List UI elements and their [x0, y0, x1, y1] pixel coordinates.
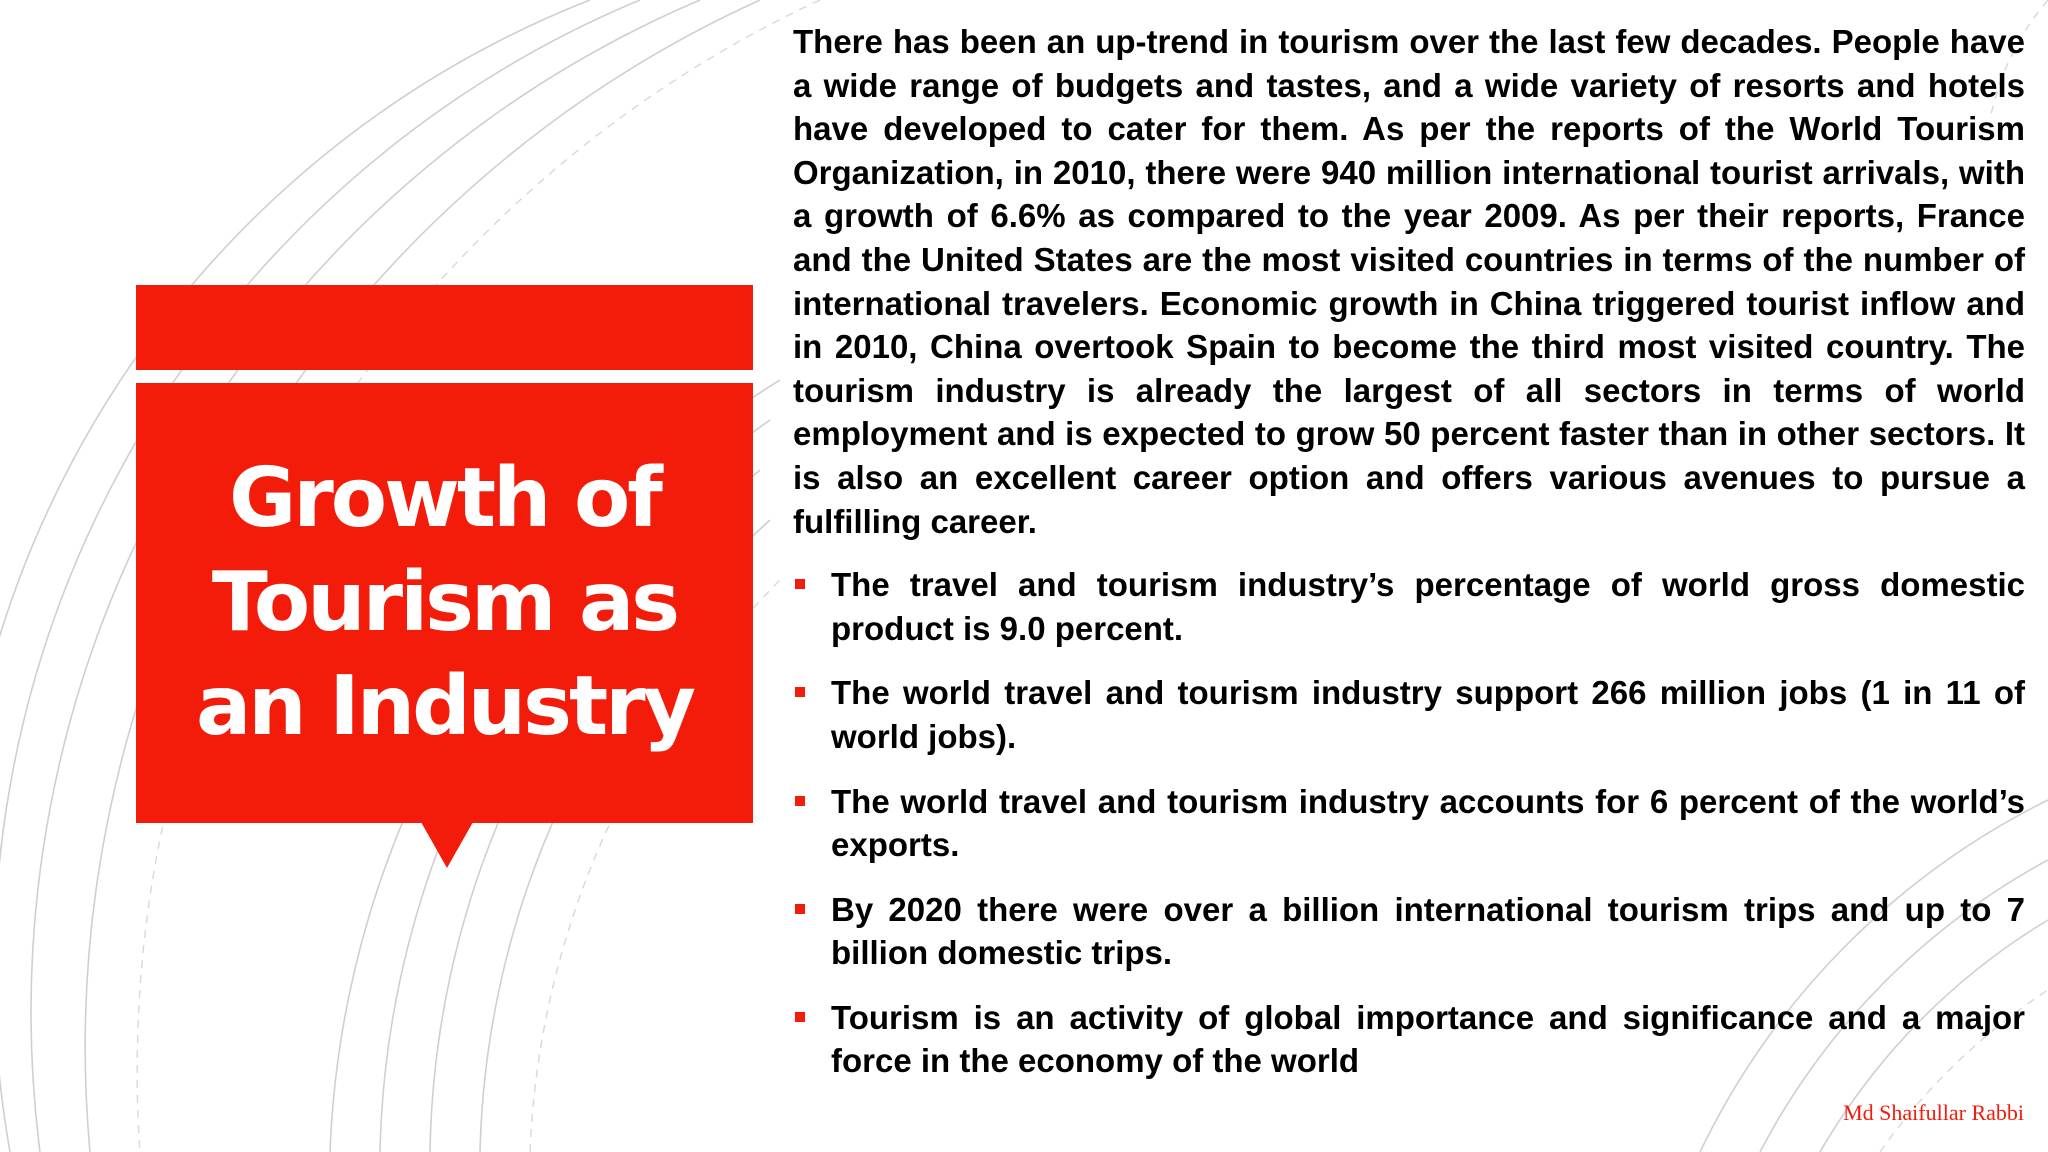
square-bullet-icon [795, 579, 805, 589]
square-bullet-icon [795, 1012, 805, 1022]
square-bullet-icon [795, 904, 805, 914]
bullet-text: By 2020 there were over a billion international tourism trips and up to 7 billion domestic trips. [831, 890, 2025, 972]
square-bullet-icon [795, 687, 805, 697]
title-box-pointer [421, 822, 473, 868]
slide-title: Growth of Tourism as an Industry [195, 451, 694, 754]
title-accent-strip [136, 285, 753, 370]
bullet-text: The world travel and tourism industry support 266 million jobs (1 in 11 of world jobs). [831, 674, 2025, 755]
bullet-item [793, 888, 2025, 975]
bullet-item [793, 780, 2025, 867]
bullet-item [793, 996, 2025, 1083]
bullet-text: The world travel and tourism industry accounts for 6 percent of the world’s exports. [831, 782, 2025, 864]
square-bullet-icon [795, 796, 805, 806]
bullet-item [793, 563, 2025, 650]
bullet-list [793, 563, 2025, 1083]
bullet-text: The travel and tourism industry’s percentage of world gross domestic product is 9.0 percent. [831, 566, 2025, 647]
bullet-text: Tourism is an activity of global importance and significance and a major force in the economy of the world [831, 998, 2025, 1080]
bullet-item [793, 671, 2025, 758]
intro-paragraph: There has been an up-trend in tourism over the last few decades. People have a wide range of budgets and tastes, and a wide variety of resorts and hotels have developed to cater for them. As per the reports of the World Tourism Organization, in 2010, there were 940 million international tourist arrivals, with a growth of 6.6% as compared to the year 2009. As per their reports, France and the United States are the most visited countries in terms of the number of international travelers. Economic growth in China triggered tourist inflow and in 2010, China overtook Spain to become the third most visited country. The tourism industry is already the largest of all sectors in terms of world employment and is expected to grow 50 percent faster than in other sectors. It is also an excellent career option and offers various avenues to pursue a fulfilling career. [793, 23, 2025, 540]
slide-content [793, 20, 2025, 1104]
author-credit: Md Shaifullar Rabbi [1843, 1100, 2024, 1125]
